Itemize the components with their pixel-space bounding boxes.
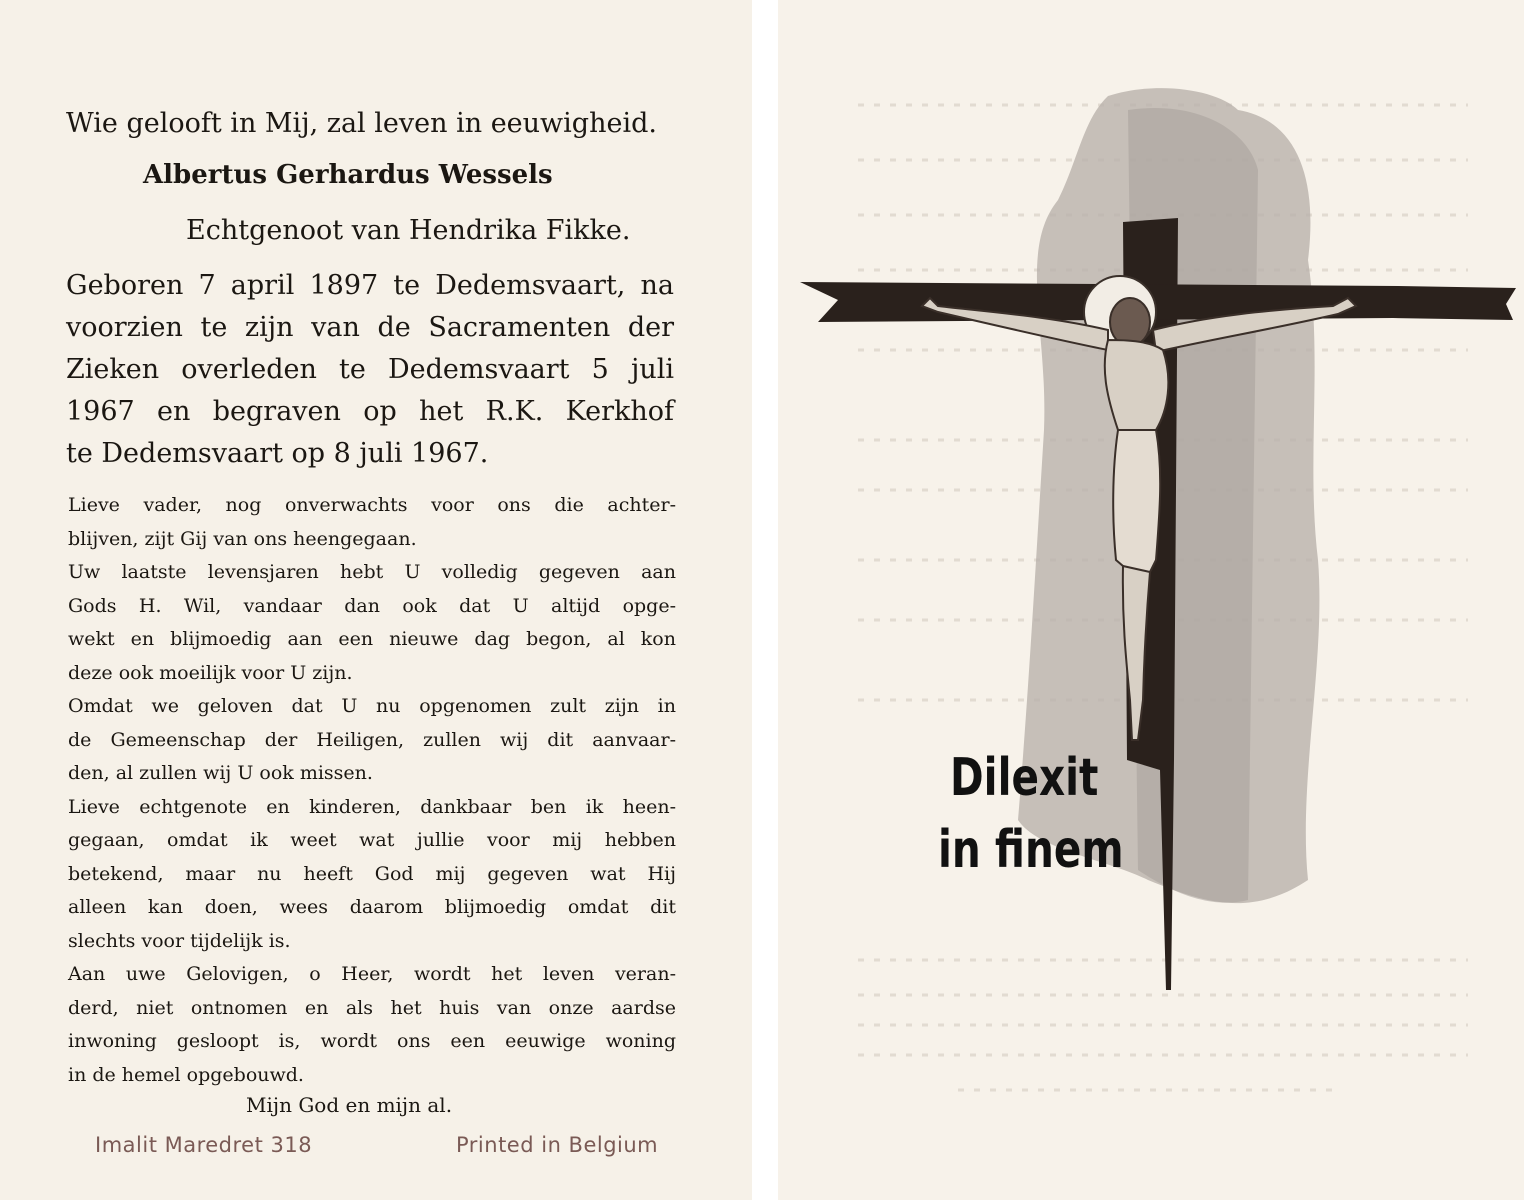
- bio-line: voorzien te zijn van de Sacramenten der: [66, 312, 674, 343]
- paragraph-line: in de hemel opgebouwd.: [68, 1064, 304, 1086]
- text-card: [0, 0, 752, 1200]
- paragraph-line: blijven, zijt Gij van ons heengegaan.: [68, 528, 417, 550]
- printer-imprint: Imalit Maredret 318: [95, 1133, 313, 1157]
- paragraph-line: wekt en blijmoedig aan een nieuwe dag begon, al kon: [68, 628, 676, 650]
- paragraph-line: alleen kan doen, wees daarom blijmoedig omdat dit: [68, 896, 676, 918]
- paragraph-line: Lieve vader, nog onverwachts voor ons die achter-: [68, 494, 676, 516]
- paragraph-line: gegaan, omdat ik weet wat jullie voor mij hebben: [68, 829, 676, 851]
- paragraph-line: slechts voor tijdelijk is.: [68, 930, 291, 952]
- paragraph-line: Gods H. Wil, vandaar dan ook dat U altijd opge-: [68, 595, 676, 617]
- printed-in-label: Printed in Belgium: [456, 1133, 659, 1157]
- paragraph-line: inwoning gesloopt is, wordt ons een eeuwige woning: [68, 1030, 676, 1052]
- paragraph-line: den, al zullen wij U ook missen.: [68, 762, 373, 784]
- paragraph-line: betekend, maar nu heeft God mij gegeven wat Hij: [68, 863, 676, 885]
- paragraph-line: Lieve echtgenote en kinderen, dankbaar ben ik heen-: [68, 796, 676, 818]
- bio-line: te Dedemsvaart op 8 juli 1967.: [66, 438, 489, 469]
- paragraph-line: derd, niet ontnomen en als het huis van onze aardse: [68, 997, 676, 1019]
- paragraph-line: Aan uwe Gelovigen, o Heer, wordt het leven veran-: [68, 963, 676, 985]
- bio-line: 1967 en begraven op het R.K. Kerkhof: [66, 396, 674, 427]
- bio-line: Zieken overleden te Dedemsvaart 5 juli: [66, 354, 674, 385]
- paragraph-line: de Gemeenschap der Heiligen, zullen wij dit aanvaar-: [68, 729, 676, 751]
- bio-line: Geboren 7 april 1897 te Dedemsvaart, na: [66, 270, 674, 301]
- closing-line: Mijn God en mijn al.: [246, 1093, 453, 1117]
- paragraph-line: deze ook moeilijk voor U zijn.: [68, 662, 353, 684]
- deceased-name: Albertus Gerhardus Wessels: [143, 160, 553, 190]
- image-card: [778, 0, 1524, 1200]
- spouse-line: Echtgenoot van Hendrika Fikke.: [186, 215, 631, 246]
- scripture-motto: Wie gelooft in Mij, zal leven in eeuwigheid.: [66, 108, 657, 139]
- inscription-in-finem: in finem: [938, 820, 1124, 880]
- paragraph-line: Uw laatste levensjaren hebt U volledig gegeven aan: [68, 561, 676, 583]
- paragraph-line: Omdat we geloven dat U nu opgenomen zult zijn in: [68, 695, 676, 717]
- inscription-dilexit: Dilexit: [950, 748, 1099, 808]
- crucifix-illustration: [778, 0, 1524, 1200]
- cross-horizontal-beam: [800, 282, 1516, 322]
